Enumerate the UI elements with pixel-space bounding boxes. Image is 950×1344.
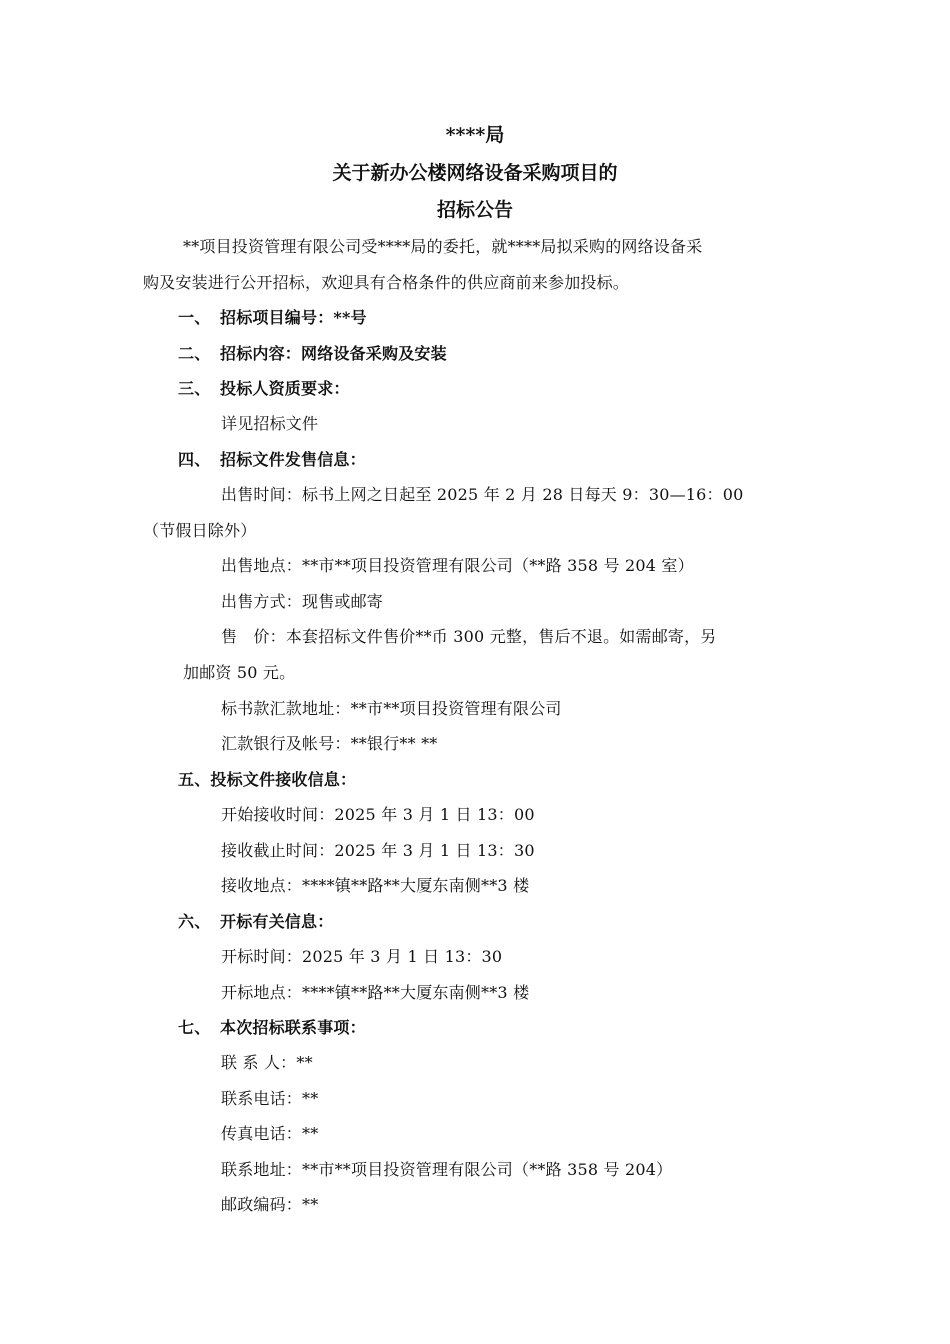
fax-phone: 传真电话：** <box>221 1124 319 1143</box>
title-project: 关于新办公楼网络设备采购项目的 <box>332 162 618 184</box>
postcode: 邮政编码：** <box>221 1195 319 1214</box>
section-3-number: 三、 <box>178 379 211 398</box>
title-notice: 招标公告 <box>436 199 513 221</box>
section-3-detail: 详见招标文件 <box>221 414 319 433</box>
section-1-text: 招标项目编号：**号 <box>220 308 367 327</box>
section-5-title: 五、投标文件接收信息： <box>178 770 357 789</box>
sale-time-line-2: （节假日除外） <box>143 521 257 540</box>
bank-account: 汇款银行及帐号：**银行** ** <box>221 734 438 753</box>
section-3-text: 投标人资质要求： <box>220 379 350 398</box>
section-2-number: 二、 <box>178 344 211 363</box>
section-3 <box>178 378 350 400</box>
section-1 <box>178 307 367 329</box>
section-1-number: 一、 <box>178 308 211 327</box>
contact-address: 联系地址：**市**项目投资管理有限公司（**路 358 号 204） <box>221 1160 673 1179</box>
price-line-1: 售 价：本套招标文件售价**币 300 元整，售后不退。如需邮寄，另 <box>221 627 717 646</box>
section-6 <box>178 911 333 933</box>
sale-time-line-1: 出售时间：标书上网之日起至 2025 年 2 月 28 日每天 9：30—16：00 <box>221 485 744 504</box>
section-4-number: 四、 <box>178 450 211 469</box>
section-7-text: 本次招标联系事项： <box>220 1018 366 1037</box>
contact-person: 联 系 人：** <box>221 1053 313 1072</box>
section-7-number: 七、 <box>178 1018 211 1037</box>
title-agency: ****局 <box>445 124 505 146</box>
section-4 <box>178 449 366 471</box>
sale-method: 出售方式：现售或邮寄 <box>221 592 384 611</box>
intro-line-2: 购及安装进行公开招标，欢迎具有合格条件的供应商前来参加投标。 <box>143 273 630 292</box>
contact-phone: 联系电话：** <box>221 1089 319 1108</box>
section-2 <box>178 343 447 365</box>
receive-deadline: 接收截止时间：2025 年 3 月 1 日 13：30 <box>221 841 535 860</box>
remit-address: 标书款汇款地址：**市**项目投资管理有限公司 <box>221 699 562 718</box>
section-4-text: 招标文件发售信息： <box>220 450 366 469</box>
section-2-text: 招标内容：网络设备采购及安装 <box>220 344 447 363</box>
price-line-2: 加邮资 50 元。 <box>183 663 296 682</box>
receive-place: 接收地点：****镇**路**大厦东南侧**3 楼 <box>221 876 530 895</box>
receive-start-time: 开始接收时间：2025 年 3 月 1 日 13：00 <box>221 805 535 824</box>
intro-line-1: **项目投资管理有限公司受****局的委托，就****局拟采购的网络设备采 <box>183 237 703 256</box>
section-6-number: 六、 <box>178 912 211 931</box>
section-7 <box>178 1017 366 1039</box>
opening-time: 开标时间：2025 年 3 月 1 日 13：30 <box>221 947 503 966</box>
section-6-text: 开标有关信息： <box>220 912 334 931</box>
sale-place: 出售地点：**市**项目投资管理有限公司（**路 358 号 204 室） <box>221 556 694 575</box>
opening-place: 开标地点：****镇**路**大厦东南侧**3 楼 <box>221 983 530 1002</box>
